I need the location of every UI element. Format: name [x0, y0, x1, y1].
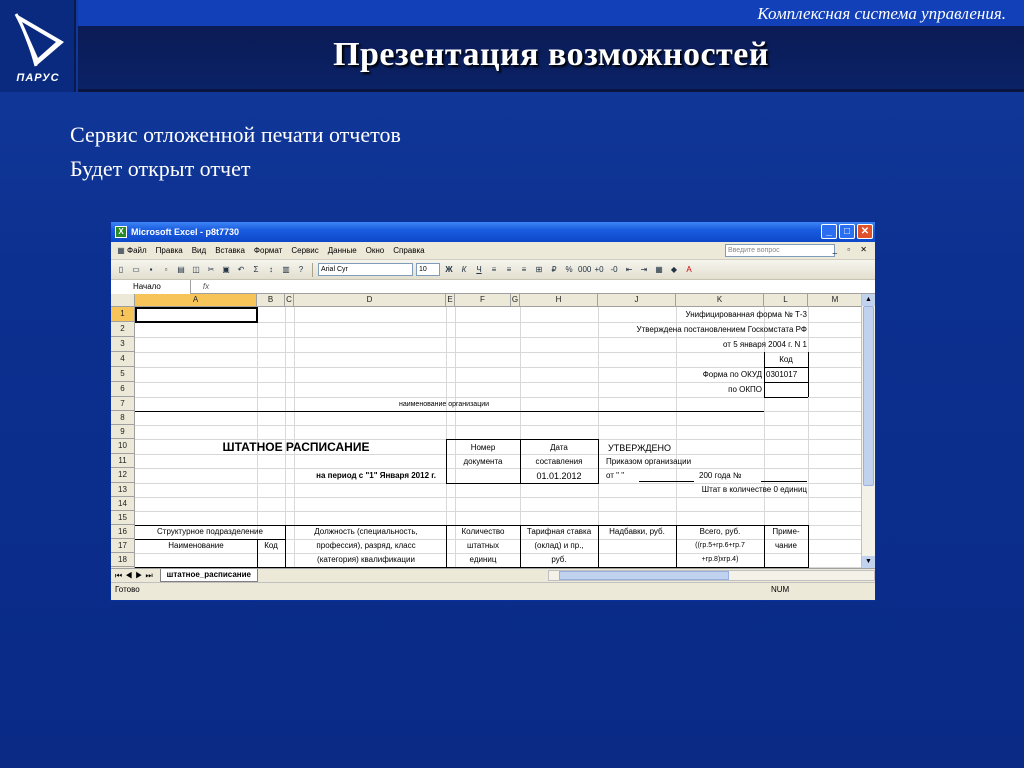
column-header[interactable]: C [285, 294, 294, 307]
cell-okud-label: Форма по ОКУД [702, 370, 762, 379]
row-header[interactable]: 16 [111, 525, 135, 539]
column-header[interactable]: L [764, 294, 808, 307]
cell-h-naim: Наименование [168, 541, 224, 550]
outdent-icon[interactable]: ⇥ [640, 264, 648, 274]
slide-subtitle: Комплексная система управления. [757, 4, 1006, 23]
menu-data[interactable]: Данные [327, 246, 357, 255]
cell-h-kol3: единиц [469, 555, 497, 564]
row-header[interactable]: 17 [111, 539, 135, 553]
row-header[interactable]: 18 [111, 553, 135, 567]
border-line [764, 525, 765, 568]
cell-kod: Код [779, 355, 793, 364]
excel-app-icon: X [115, 226, 127, 238]
column-header[interactable]: M [808, 294, 863, 307]
cell-h-dolzh2: профессия), разряд, класс [316, 541, 416, 550]
scroll-down-icon[interactable]: ▼ [862, 556, 875, 568]
cell-h-struct: Структурное подразделение [157, 527, 263, 536]
border-line [639, 481, 694, 482]
gridline [135, 511, 863, 512]
name-box[interactable]: Начало [111, 280, 191, 294]
gridline [135, 468, 863, 469]
excel-window-title: Microsoft Excel - p8t7730 [131, 227, 240, 237]
sail-logo-icon [6, 6, 70, 70]
paste-icon[interactable]: ▣ [222, 264, 230, 274]
menu-file[interactable]: Файл [127, 246, 147, 255]
row-header[interactable]: 11 [111, 454, 135, 468]
select-all-corner[interactable] [111, 294, 135, 307]
cell-h-kol2: штатных [466, 541, 500, 550]
thousands-icon[interactable]: 000 [578, 264, 592, 274]
sum-icon[interactable]: Σ [253, 264, 259, 274]
cell-nomer: Номер [470, 443, 496, 452]
gridline [135, 337, 863, 338]
menu-tools[interactable]: Сервис [291, 246, 319, 255]
border-line [135, 525, 808, 526]
cut-icon[interactable]: ✂ [207, 264, 215, 274]
font-name-select[interactable]: Arial Cyr [318, 263, 413, 276]
minimize-button[interactable]: _ [821, 224, 837, 239]
underline-icon[interactable]: Ч [476, 264, 482, 274]
row-header[interactable]: 13 [111, 483, 135, 497]
row-header[interactable]: 6 [111, 382, 135, 397]
border-line [285, 525, 286, 568]
cell-utverzhdeno: УТВЕРЖДЕНО [608, 443, 672, 453]
row-header[interactable]: 2 [111, 322, 135, 337]
logo-text: ПАРУС [16, 72, 60, 84]
menu-bar [111, 242, 875, 260]
cell-h-kol1: Количество [461, 527, 505, 536]
bold-icon[interactable]: Ж [445, 264, 453, 274]
open-icon[interactable]: ▭ [132, 264, 140, 274]
increase-decimal-icon[interactable]: +0 [594, 264, 604, 274]
row-header[interactable]: 3 [111, 337, 135, 352]
font-color-icon[interactable]: A [686, 264, 692, 274]
body-line-1: Сервис отложенной печати отчетов [70, 122, 401, 147]
currency-icon[interactable]: ₽ [551, 264, 557, 274]
row-header[interactable]: 4 [111, 352, 135, 367]
menu-insert[interactable]: Вставка [215, 246, 245, 255]
num-lock-indicator: NUM [771, 585, 790, 594]
row-header[interactable]: 14 [111, 497, 135, 511]
menu-edit[interactable]: Правка [155, 246, 183, 255]
scroll-up-icon[interactable]: ▲ [862, 294, 875, 306]
cell-h-vsego2: ((гр.5+гр.6+гр.7 [695, 542, 745, 549]
cell-prikaz: Приказом организации [606, 457, 692, 466]
gridline [135, 352, 863, 353]
gridline [135, 553, 863, 554]
cell-h-tar3: руб. [551, 555, 567, 564]
menu-format[interactable]: Формат [253, 246, 283, 255]
border-line [257, 539, 258, 568]
cell-h-dolzh3: (категория) квалификации [317, 555, 415, 564]
column-header[interactable]: A [135, 294, 257, 307]
cell-shtat: Штат в количестве 0 единиц [701, 485, 807, 494]
worksheet-grid[interactable] [111, 294, 875, 568]
scroll-thumb[interactable] [863, 306, 874, 486]
row-header[interactable]: 10 [111, 439, 135, 454]
horizontal-scrollbar[interactable] [548, 570, 875, 581]
borders-icon[interactable]: ▦ [655, 264, 663, 274]
menu-view[interactable]: Вид [191, 246, 207, 255]
sheet-tab[interactable]: штатное_расписание [160, 569, 258, 582]
column-header[interactable]: G [511, 294, 520, 307]
border-line [135, 567, 808, 568]
hscroll-thumb[interactable] [559, 571, 729, 580]
excel-window [110, 221, 876, 601]
active-cell[interactable] [135, 307, 258, 323]
column-header[interactable]: H [520, 294, 598, 307]
row-header[interactable]: 12 [111, 468, 135, 483]
border-line [808, 525, 809, 568]
cell-ot-line: от " " [606, 471, 625, 480]
cell-sostavleniya: составления [535, 457, 583, 466]
align-center-icon[interactable]: ≡ [506, 264, 512, 274]
cell-h-dolzh1: Должность (специальность, [314, 527, 418, 536]
gridline [135, 367, 863, 368]
row-header[interactable]: 7 [111, 397, 135, 411]
cell-data: Дата [550, 443, 568, 452]
align-left-icon[interactable]: ≡ [491, 264, 497, 274]
column-header[interactable]: J [598, 294, 676, 307]
preview-icon[interactable]: ◫ [192, 264, 200, 274]
cell-h-prim1: Приме- [772, 527, 800, 536]
workbook-icon[interactable]: ▦ [117, 245, 125, 255]
border-line [135, 411, 764, 412]
menu-help[interactable]: Справка [393, 246, 425, 255]
gridline [135, 497, 863, 498]
gridline [135, 382, 863, 383]
column-header[interactable]: D [294, 294, 446, 307]
border-line [598, 525, 599, 568]
toolbar-separator [312, 263, 313, 277]
cell-period: на период с "1" Января 2012 г. [316, 471, 436, 480]
merge-icon[interactable]: ⊞ [535, 264, 543, 274]
font-size-select[interactable]: 10 [416, 263, 440, 276]
status-bar [111, 582, 875, 596]
border-line [135, 539, 285, 540]
top-bar [78, 0, 1024, 26]
cell-h-kod: Код [264, 541, 278, 550]
fx-icon[interactable]: fx [202, 282, 210, 291]
cell-dokumenta: документа [463, 457, 503, 466]
row-header[interactable]: 8 [111, 411, 135, 425]
help-icon[interactable]: ? [298, 264, 304, 274]
border-line [764, 352, 765, 397]
align-right-icon[interactable]: ≡ [521, 264, 527, 274]
border-line [446, 439, 447, 484]
border-line [764, 367, 808, 368]
cell-h-vsego3: +гр.8)хгр.4) [701, 556, 739, 563]
formula-bar [111, 280, 875, 294]
cell-form-t3: Унифицированная форма № Т-3 [685, 310, 807, 319]
sheet-nav-icons[interactable]: ⏮◀▶⏭ [115, 570, 156, 580]
print-icon[interactable]: ▤ [177, 264, 185, 274]
cell-approved: Утверждена постановлением Госкомстата РФ [636, 325, 807, 334]
sheet-tab-bar [111, 568, 875, 582]
border-line [446, 525, 447, 568]
cell-doc-title: ШТАТНОЕ РАСПИСАНИЕ [222, 440, 370, 454]
cell-h-nadb: Надбавки, руб. [609, 527, 665, 536]
cell-okpo-label: по ОКПО [728, 385, 762, 394]
percent-icon[interactable]: % [565, 264, 573, 274]
column-header[interactable]: F [455, 294, 511, 307]
cell-h-vsego1: Всего, руб. [699, 527, 741, 536]
border-line [764, 397, 808, 398]
border-line [446, 439, 598, 440]
gridline [135, 397, 863, 398]
row-header[interactable]: 15 [111, 511, 135, 525]
border-line [520, 439, 521, 484]
border-line [808, 352, 809, 397]
cell-data-value: 01.01.2012 [536, 471, 582, 481]
formula-input[interactable] [221, 280, 875, 294]
vertical-scrollbar[interactable] [861, 294, 875, 568]
cell-h-prim2: чание [775, 541, 797, 550]
row-header[interactable]: 9 [111, 425, 135, 439]
toolbar [111, 260, 875, 280]
column-header[interactable]: E [446, 294, 455, 307]
status-text: Готово [115, 585, 140, 594]
border-line [520, 525, 521, 568]
border-line [598, 439, 599, 484]
maximize-button[interactable]: □ [839, 224, 855, 239]
save-icon[interactable]: ▪ [149, 264, 153, 274]
new-icon[interactable]: ▯ [118, 264, 124, 274]
border-line [676, 525, 677, 568]
cell-org-name: наименование организации [398, 401, 490, 408]
gridline [135, 454, 863, 455]
ask-question-input[interactable]: Введите вопрос [725, 244, 835, 257]
italic-icon[interactable]: К [461, 264, 467, 274]
column-header[interactable]: K [676, 294, 764, 307]
permission-icon[interactable]: ▫ [164, 264, 168, 274]
cell-h-tar1: Тарифная ставка [526, 527, 592, 536]
row-header[interactable]: 1 [111, 307, 135, 322]
cell-god-line: 200 года № [699, 471, 742, 480]
title-band [78, 26, 1024, 92]
menu-window[interactable]: Окно [365, 246, 385, 255]
fill-color-icon[interactable]: ◆ [670, 264, 678, 274]
indent-icon[interactable]: ⇤ [625, 264, 633, 274]
sort-icon[interactable]: ↕ [269, 264, 273, 274]
row-header[interactable]: 5 [111, 367, 135, 382]
chart-icon[interactable]: ▥ [282, 264, 290, 274]
body-line-2: Будет открыт отчет [70, 156, 251, 181]
decrease-decimal-icon[interactable]: -0 [610, 264, 618, 274]
excel-title-bar [111, 222, 875, 242]
cell-h-tar2: (оклад) и пр., [534, 541, 584, 550]
cell-okud-value: 0301017 [766, 370, 798, 379]
row-header[interactable] [111, 567, 135, 568]
logo [0, 0, 76, 92]
border-line [446, 483, 598, 484]
close-button[interactable]: ✕ [857, 224, 873, 239]
column-header[interactable]: B [257, 294, 285, 307]
border-line [761, 481, 807, 482]
border-line [764, 382, 808, 383]
slide-title: Презентация возможностей [333, 36, 769, 73]
undo-icon[interactable]: ↶ [237, 264, 245, 274]
cell-date-jan: от 5 января 2004 г. N 1 [723, 340, 807, 349]
gridline [135, 425, 863, 426]
document-window-controls[interactable]: _ ▫ ✕ [832, 245, 871, 254]
